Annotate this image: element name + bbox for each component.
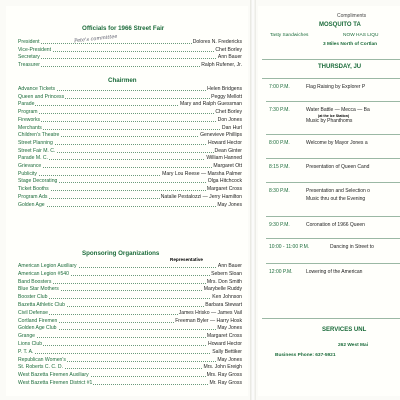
row-label: Program Ads xyxy=(18,193,48,200)
schedule-divider xyxy=(266,238,400,239)
row-value: Chet Borley xyxy=(215,46,242,53)
tasty-text: Tasty Sandwiches xyxy=(270,33,309,38)
schedule-time: 9:30 P.M. xyxy=(269,222,290,228)
list-row xyxy=(18,325,242,332)
schedule-divider xyxy=(266,216,400,217)
row-label: St. Roberts C. C. D. xyxy=(18,364,64,371)
row-value: Margaret Ott xyxy=(213,163,242,169)
row-value: Peggy Mellott xyxy=(211,93,242,100)
row-value: James Hrisko — James Vail xyxy=(178,309,242,316)
schedule-divider xyxy=(266,158,400,159)
schedule-time: 7:30 P.M. xyxy=(269,107,290,113)
row-value: Mrs. John Ereigh xyxy=(203,364,242,371)
page-fold xyxy=(250,0,256,400)
schedule-divider xyxy=(266,263,400,264)
schedule-event: Flag Raising by Explorer P xyxy=(306,84,366,90)
list-row xyxy=(18,341,242,348)
list-row xyxy=(18,333,242,340)
row-label: Merchants xyxy=(18,124,42,131)
schedule-divider xyxy=(266,101,400,102)
schedule-time: 10:00 - 11:00 P.M. xyxy=(269,244,310,250)
row-value: Ann Bauer xyxy=(217,263,242,269)
row-label: Grange xyxy=(18,333,35,340)
representative-label: Representative xyxy=(170,257,203,262)
row-value: Natalie Pestalozzi — Jerry Hamilton xyxy=(160,193,242,200)
row-value: Don Jones xyxy=(217,116,242,123)
list-row xyxy=(18,279,242,286)
list-row xyxy=(18,140,242,147)
row-value: Mary and Ralph Guessman xyxy=(179,101,242,108)
schedule-event: Dancing in Street to xyxy=(330,244,374,250)
dot-leader xyxy=(18,129,242,130)
row-value: Olga Hitchcock xyxy=(207,178,242,185)
list-row xyxy=(18,101,242,108)
row-value: Margaret Cross xyxy=(206,333,242,340)
row-value: Genevieve Phillips xyxy=(200,132,242,139)
row-label: Parade xyxy=(18,101,35,108)
row-value: Barbara Stewart xyxy=(205,302,242,308)
row-label: Ticket Booths xyxy=(18,186,49,193)
schedule-time: 7:00 P.M. xyxy=(269,84,290,90)
row-label: Booster Club xyxy=(18,294,48,301)
list-row xyxy=(18,117,242,124)
divider xyxy=(262,318,400,319)
row-label: Fireworks xyxy=(18,116,41,123)
schedule-event: Presentation of Queen Cand xyxy=(306,164,370,170)
row-label: Parade M. C. xyxy=(18,155,49,162)
row-label: P. T. A. xyxy=(18,348,34,355)
schedule-event: Water Battle — Mecca — Ba xyxy=(306,107,370,113)
handwritten-note: Pete's committee xyxy=(73,33,118,45)
list-row xyxy=(18,39,242,46)
list-row xyxy=(18,62,242,69)
list-row xyxy=(18,310,242,317)
liquor-text: NOW HAS LIQU xyxy=(343,33,379,38)
row-label: Cortland Firemen xyxy=(18,317,58,324)
schedule-extra: Music thru out the Evening xyxy=(306,196,366,202)
row-value: Ann Bauer xyxy=(217,54,242,61)
schedule-subnote: (at the Ice Station) xyxy=(318,113,350,118)
location-text: 3 Miles North of Cortlan xyxy=(323,42,378,47)
row-label: Street Fair M. C. xyxy=(18,147,56,154)
phone-text: Business Phone: 637-5921 xyxy=(275,353,336,358)
row-label: American Legion Auxiliary xyxy=(18,263,77,269)
row-value: Dan Hurl xyxy=(221,124,242,131)
row-label: Stage Decorating xyxy=(18,178,58,185)
dot-leader xyxy=(18,206,242,207)
list-row xyxy=(18,171,242,178)
list-row xyxy=(18,186,242,193)
dot-leader xyxy=(18,167,242,168)
row-value: Mr. Ray Gross xyxy=(209,380,242,386)
list-row xyxy=(18,302,242,309)
address-text: 262 West Mai xyxy=(338,343,369,348)
row-value: Sally Bettiker xyxy=(212,348,242,355)
row-value: Howard Hector xyxy=(208,139,242,146)
chairmen-title: Chairmen xyxy=(108,77,137,84)
list-row xyxy=(18,132,242,139)
list-row xyxy=(18,125,242,132)
row-label: Civil Defense xyxy=(18,309,49,316)
schedule-time: 8:15 P.M. xyxy=(269,164,290,170)
row-value: Helen Bridgens xyxy=(207,86,242,92)
row-label: Lions Club xyxy=(18,341,43,347)
row-value: May Jones xyxy=(217,325,242,332)
row-label: American Legion #540 xyxy=(18,270,69,277)
schedule-divider xyxy=(266,182,400,183)
row-label: Grievance xyxy=(18,163,42,169)
schedule-time: 8:30 P.M. xyxy=(269,188,290,194)
row-value: Howard Hector xyxy=(208,341,242,347)
row-label: Band Boosters xyxy=(18,278,52,285)
row-label: Queen and Princess xyxy=(18,93,65,100)
list-row xyxy=(18,357,242,364)
list-row xyxy=(18,155,242,162)
schedule-event: Lowering of the American xyxy=(306,269,363,275)
list-row xyxy=(18,202,242,209)
row-value: Mrs. Don Smith xyxy=(206,278,242,285)
dot-leader xyxy=(18,298,242,299)
row-value: Dolores N. Fredericks xyxy=(192,39,242,45)
services-title: SERVICES UNL xyxy=(322,327,367,333)
row-label: West Bazetta Firemen District #1 xyxy=(18,380,93,386)
row-label: Golden Age Club xyxy=(18,325,57,332)
row-value: Mrs. Ray Gross xyxy=(206,372,242,379)
list-row xyxy=(18,47,242,54)
list-row xyxy=(18,178,242,185)
row-value: Mary Lou Reese — Marsha Palmer xyxy=(162,170,242,177)
row-label: Street Planning xyxy=(18,139,53,146)
row-label: Golden Age xyxy=(18,201,45,208)
row-label: Program xyxy=(18,109,38,116)
row-label: Advance Tickets xyxy=(18,86,56,92)
list-row xyxy=(18,286,242,293)
list-row xyxy=(18,94,242,101)
list-row xyxy=(18,163,242,170)
row-value: Ken Johnson xyxy=(212,294,242,301)
schedule-divider xyxy=(266,134,400,135)
schedule-extra: Music by Phanthoms xyxy=(306,117,353,124)
business-name: MOSQUITO TA xyxy=(319,22,361,28)
list-row xyxy=(18,194,242,201)
compliments-text: Compliments xyxy=(337,13,367,19)
row-value: Margaret Cross xyxy=(206,186,242,193)
row-label: Secretary xyxy=(18,54,40,61)
dot-leader xyxy=(18,121,242,122)
row-label: Vice-President xyxy=(18,46,52,53)
row-label: West Bazetta Firemen Auxiliary xyxy=(18,372,89,379)
list-row xyxy=(18,349,242,356)
row-label: Republican Women's xyxy=(18,356,66,363)
list-row xyxy=(18,271,242,278)
list-row xyxy=(18,109,242,116)
row-value: William Hanned xyxy=(206,155,242,162)
row-value: Sebern Sloan xyxy=(211,270,242,277)
row-value: May Jones xyxy=(217,201,242,208)
row-value: Dean Ginter xyxy=(214,147,242,154)
row-label: Children's Theatre xyxy=(18,132,60,139)
schedule-time: 12:00 P.M. xyxy=(269,269,293,275)
list-row xyxy=(18,54,242,61)
list-row xyxy=(18,372,242,379)
dot-leader xyxy=(18,58,242,59)
row-label: President xyxy=(18,39,40,45)
row-value: Ralph Rufener, Jr. xyxy=(201,61,242,68)
officials-title: Officials for 1966 Street Fair xyxy=(82,25,165,32)
list-row xyxy=(18,364,242,371)
row-label: Blue Star Mothers xyxy=(18,286,59,293)
sponsors-title: Sponsoring Organizations xyxy=(82,250,160,257)
row-label: Publicity xyxy=(18,170,37,177)
schedule-time: 8:00 P.M. xyxy=(269,140,290,146)
row-value: May Jones xyxy=(217,356,242,363)
row-label: Bazetta Athletic Club xyxy=(18,302,66,308)
divider xyxy=(262,78,400,79)
schedule-event: Coronation of 1966 Queen xyxy=(306,222,365,228)
day-title: THURSDAY, JU xyxy=(318,64,362,70)
list-row xyxy=(18,86,242,93)
row-value: Freeman Byler — Harry Hosk xyxy=(175,317,242,324)
schedule-event: Presentation and Selection o xyxy=(306,188,370,194)
dot-leader xyxy=(18,113,242,114)
row-label: Treasurer xyxy=(18,61,40,68)
row-value: Chet Borley xyxy=(215,109,242,116)
list-row xyxy=(18,148,242,155)
list-row xyxy=(18,380,242,387)
dot-leader xyxy=(18,353,242,354)
row-value: Marybelle Ruddy xyxy=(203,286,242,293)
list-row xyxy=(18,294,242,301)
divider xyxy=(262,59,400,60)
list-row xyxy=(18,263,242,270)
list-row xyxy=(18,318,242,325)
schedule-event: Welcome by Mayor Jones a xyxy=(306,140,368,146)
